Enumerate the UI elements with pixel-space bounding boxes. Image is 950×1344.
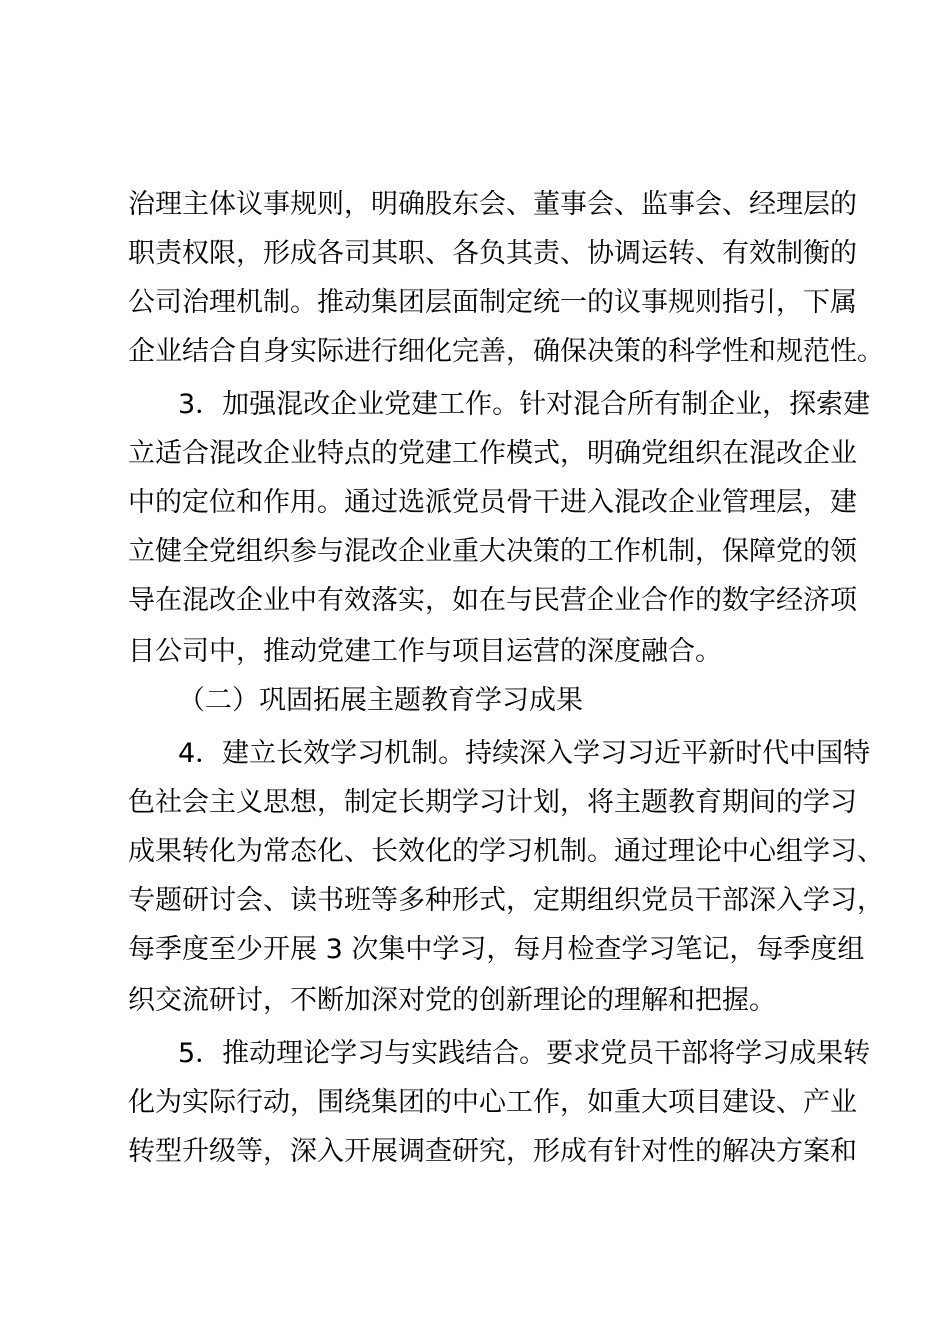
text-line: 治理主体议事规则，明确股东会、董事会、监事会、经理层的 [128, 189, 857, 220]
text-line: 专题研讨会、读书班等多种形式，定期组织党员干部深入学习， [128, 885, 884, 916]
text-line: 公司治理机制。推动集团层面制定统一的议事规则指引，下属 [128, 287, 857, 318]
item-5-heading-line: 5．推动理论学习与实践结合。要求党员干部将学习成果转 [178, 1038, 871, 1069]
text-line: 织交流研讨，不断加深对党的创新理论的理解和把握。 [128, 985, 776, 1016]
item-4-heading-line: 4．建立长效学习机制。持续深入学习习近平新时代中国特 [178, 738, 871, 769]
text-line: 中的定位和作用。通过选派党员骨干进入混改企业管理层，建 [128, 487, 857, 518]
text-line: 立适合混改企业特点的党建工作模式，明确党组织在混改企业 [128, 438, 857, 469]
text-line: 每季度至少开展 3 次集中学习，每月检查学习笔记，每季度组 [128, 934, 865, 965]
text-line: 目公司中，推动党建工作与项目运营的深度融合。 [128, 636, 722, 667]
text-line: 导在混改企业中有效落实，如在与民营企业合作的数字经济项 [128, 585, 857, 616]
text-line: 职责权限，形成各司其职、各负其责、协调运转、有效制衡的 [128, 238, 857, 269]
text-line: 立健全党组织参与混改企业重大决策的工作机制，保障党的领 [128, 536, 857, 567]
text-line: 成果转化为常态化、长效化的学习机制。通过理论中心组学习、 [128, 836, 884, 867]
text-line: 色社会主义思想，制定长期学习计划，将主题教育期间的学习 [128, 787, 857, 818]
text-line: 转型升级等，深入开展调查研究，形成有针对性的解决方案和 [128, 1136, 857, 1167]
section-heading: （二）巩固拓展主题教育学习成果 [178, 685, 583, 716]
text-line: 企业结合自身实际进行细化完善，确保决策的科学性和规范性。 [128, 336, 884, 367]
text-line: 化为实际行动，围绕集团的中心工作，如重大项目建设、产业 [128, 1087, 857, 1118]
item-3-heading-line: 3．加强混改企业党建工作。针对混合所有制企业，探索建 [178, 389, 871, 420]
